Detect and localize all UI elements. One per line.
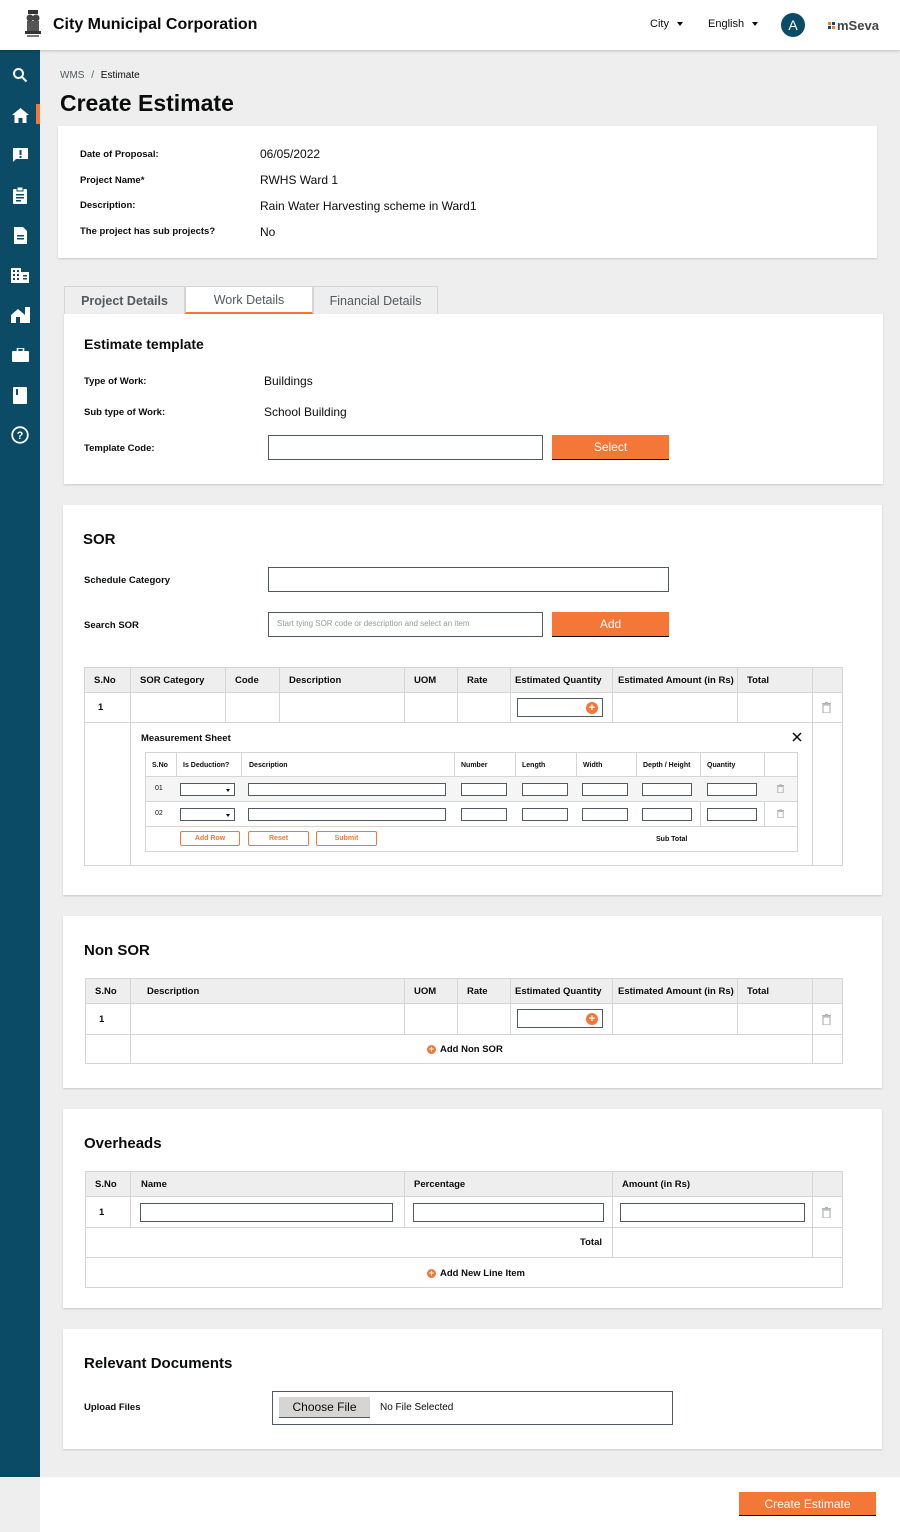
overheads-title: Overheads bbox=[84, 1135, 162, 1152]
mseva-dots-icon bbox=[828, 22, 835, 29]
app-title: City Municipal Corporation bbox=[53, 16, 258, 33]
quantity-input[interactable] bbox=[707, 808, 757, 821]
breadcrumb bbox=[60, 70, 140, 81]
sub-projects-value: No bbox=[260, 225, 276, 239]
no-file-selected-text: No File Selected bbox=[380, 1402, 454, 1413]
column-header: UOM bbox=[405, 668, 458, 693]
divider bbox=[737, 693, 738, 723]
column-header: Total bbox=[738, 979, 813, 1004]
relevant-documents-title: Relevant Documents bbox=[84, 1355, 233, 1372]
add-new-line-item-label: Add New Line Item bbox=[440, 1268, 525, 1279]
sor-card bbox=[63, 505, 882, 895]
total-label: Total bbox=[580, 1237, 602, 1248]
select-template-button[interactable]: Select bbox=[552, 435, 669, 460]
column-header: Estimated Quantity bbox=[511, 979, 613, 1004]
property-icon bbox=[11, 307, 30, 323]
divider bbox=[737, 1004, 738, 1034]
column-header: Depth / Height bbox=[643, 762, 691, 769]
search-icon bbox=[12, 67, 28, 83]
sidebar bbox=[0, 50, 40, 1477]
sidebar-item-home[interactable] bbox=[0, 105, 40, 125]
delete-row-icon[interactable] bbox=[822, 702, 831, 713]
project-name-value: RWHS Ward 1 bbox=[260, 173, 339, 187]
brand-name: mSeva bbox=[837, 18, 879, 33]
description-label: Description: bbox=[80, 200, 136, 211]
width-input[interactable] bbox=[582, 808, 628, 821]
sub-type-of-work-value: School Building bbox=[264, 405, 347, 419]
add-sor-button[interactable]: Add bbox=[552, 612, 669, 637]
measurement-sheet-title: Measurement Sheet bbox=[141, 733, 231, 744]
document-icon bbox=[14, 227, 27, 244]
divider bbox=[457, 1004, 458, 1034]
divider bbox=[146, 801, 797, 802]
column-header: Quantity bbox=[707, 762, 736, 769]
number-input[interactable] bbox=[461, 808, 507, 821]
description-value: Rain Water Harvesting scheme in Ward1 bbox=[260, 199, 477, 213]
column-header: S.No bbox=[86, 1172, 131, 1197]
overheads-table-header bbox=[86, 1172, 842, 1197]
column-header: Rate bbox=[458, 668, 511, 693]
add-measurement-icon[interactable]: + bbox=[586, 702, 598, 714]
column-header: Width bbox=[583, 762, 603, 769]
breadcrumb-root-link[interactable]: WMS bbox=[60, 70, 85, 81]
column-header: Rate bbox=[458, 979, 511, 1004]
column-header: Length bbox=[522, 762, 546, 769]
overheads-row-sno: 1 bbox=[99, 1207, 105, 1218]
sidebar-item-search[interactable] bbox=[0, 65, 40, 85]
length-input[interactable] bbox=[522, 783, 568, 796]
language-dropdown-label: English bbox=[708, 18, 745, 30]
column-header: S.No bbox=[85, 668, 131, 693]
column-header: Total bbox=[738, 668, 813, 693]
divider bbox=[457, 693, 458, 723]
proposal-summary-card bbox=[58, 126, 877, 258]
column-header: Is Deduction? bbox=[183, 762, 230, 769]
divider bbox=[812, 1172, 813, 1257]
column-header: Description bbox=[280, 668, 405, 693]
mseva-logo bbox=[828, 18, 879, 33]
upload-files-label: Upload Files bbox=[84, 1402, 141, 1413]
divider bbox=[812, 979, 813, 1063]
divider bbox=[404, 1197, 405, 1227]
submit-button[interactable]: Submit bbox=[316, 831, 377, 846]
divider bbox=[86, 1227, 842, 1228]
breadcrumb-separator: / bbox=[91, 70, 95, 81]
sidebar-item-property[interactable] bbox=[0, 305, 40, 325]
schedule-category-label: Schedule Category bbox=[84, 575, 171, 586]
sidebar-item-works[interactable] bbox=[0, 345, 40, 365]
divider bbox=[130, 1197, 131, 1227]
briefcase-icon bbox=[12, 348, 29, 362]
is-deduction-select[interactable] bbox=[180, 808, 235, 821]
add-non-sor-label: Add Non SOR bbox=[440, 1044, 503, 1055]
sidebar-item-ledger[interactable] bbox=[0, 385, 40, 405]
sidebar-item-documents[interactable] bbox=[0, 225, 40, 245]
add-measurement-icon[interactable]: + bbox=[586, 1013, 598, 1025]
column-header: Code bbox=[226, 668, 280, 693]
number-input[interactable] bbox=[461, 783, 507, 796]
page-title: Create Estimate bbox=[60, 90, 234, 116]
add-icon: + bbox=[428, 1044, 435, 1054]
sub-type-of-work-label: Sub type of Work: bbox=[84, 407, 166, 418]
column-header: Amount (in Rs) bbox=[613, 1172, 813, 1197]
city-dropdown-label: City bbox=[650, 18, 669, 30]
description-input[interactable] bbox=[248, 808, 446, 821]
delete-row-icon[interactable] bbox=[822, 1207, 831, 1218]
template-code-input[interactable] bbox=[268, 435, 543, 460]
overhead-amount-input[interactable] bbox=[620, 1203, 805, 1222]
sor-title: SOR bbox=[83, 531, 116, 548]
overhead-percentage-input[interactable] bbox=[413, 1203, 604, 1222]
divider bbox=[404, 1004, 405, 1034]
estimate-template-card bbox=[64, 314, 883, 484]
column-header: Description bbox=[249, 762, 288, 769]
column-header: Number bbox=[461, 762, 488, 769]
clipboard-icon bbox=[13, 187, 27, 204]
column-header: UOM bbox=[405, 979, 458, 1004]
state-emblem-icon bbox=[22, 8, 44, 40]
estimate-template-title: Estimate template bbox=[84, 336, 204, 352]
sub-projects-label: The project has sub projects? bbox=[80, 226, 216, 237]
divider bbox=[510, 1004, 511, 1034]
overheads-card bbox=[63, 1109, 882, 1308]
search-sor-input[interactable]: Start tying SOR code or description and select an item bbox=[268, 612, 543, 637]
non-sor-table-header bbox=[86, 979, 842, 1004]
language-dropdown[interactable] bbox=[708, 18, 758, 30]
quantity-input[interactable] bbox=[707, 783, 757, 796]
sor-table bbox=[84, 667, 843, 866]
depth-height-input[interactable] bbox=[642, 783, 692, 796]
divider bbox=[86, 1034, 842, 1035]
chevron-down-icon bbox=[752, 22, 758, 26]
breadcrumb-current: Estimate bbox=[100, 70, 140, 81]
description-input[interactable] bbox=[248, 783, 446, 796]
date-of-proposal-label: Date of Proposal: bbox=[80, 149, 159, 160]
close-icon[interactable] bbox=[792, 732, 802, 742]
width-input[interactable] bbox=[582, 783, 628, 796]
project-name-label: Project Name* bbox=[80, 175, 145, 186]
is-deduction-select[interactable] bbox=[180, 783, 235, 796]
overheads-table bbox=[85, 1171, 843, 1288]
depth-height-input[interactable] bbox=[642, 808, 692, 821]
type-of-work-value: Buildings bbox=[264, 374, 313, 388]
overhead-name-input[interactable] bbox=[140, 1203, 393, 1222]
avatar[interactable]: A bbox=[781, 13, 805, 37]
divider bbox=[404, 693, 405, 723]
sor-table-header bbox=[85, 668, 842, 693]
sub-total-label: Sub Total bbox=[656, 836, 688, 843]
delete-row-icon[interactable] bbox=[777, 784, 784, 793]
column-header: Estimated Quantity bbox=[511, 668, 613, 693]
non-sor-table bbox=[85, 978, 843, 1064]
add-row-button[interactable]: Add Row bbox=[180, 831, 240, 846]
delete-row-icon[interactable] bbox=[822, 1014, 831, 1025]
add-new-line-item-link[interactable] bbox=[427, 1268, 525, 1279]
sidebar-item-complaints[interactable] bbox=[0, 145, 40, 165]
divider bbox=[279, 693, 280, 723]
column-header: Estimated Amount (in Rs) bbox=[613, 979, 738, 1004]
column-header: S.No bbox=[86, 979, 131, 1004]
schedule-category-input[interactable] bbox=[268, 567, 669, 592]
chevron-down-icon bbox=[677, 22, 683, 26]
divider bbox=[86, 1257, 842, 1258]
divider bbox=[146, 826, 797, 827]
template-code-label: Template Code: bbox=[84, 443, 155, 454]
top-bar bbox=[0, 0, 900, 50]
measurement-row-sno: 02 bbox=[155, 810, 163, 817]
sidebar-item-buildings[interactable] bbox=[0, 265, 40, 285]
non-sor-card bbox=[63, 916, 882, 1088]
delete-row-icon[interactable] bbox=[777, 809, 784, 818]
choose-file-button[interactable]: Choose File bbox=[279, 1397, 370, 1418]
non-sor-title: Non SOR bbox=[84, 942, 150, 959]
estimated-quantity-input[interactable] bbox=[517, 698, 603, 717]
book-icon bbox=[13, 387, 27, 404]
file-upload-field[interactable] bbox=[272, 1391, 673, 1425]
column-header: Percentage bbox=[405, 1172, 613, 1197]
column-header: Estimated Amount (in Rs) bbox=[613, 668, 738, 693]
length-input[interactable] bbox=[522, 808, 568, 821]
type-of-work-label: Type of Work: bbox=[84, 376, 147, 387]
svg-text:?: ? bbox=[16, 430, 24, 442]
tab-project-details[interactable]: Project Details bbox=[64, 286, 185, 314]
measurement-sheet bbox=[130, 723, 813, 865]
tab-work-details[interactable]: Work Details bbox=[185, 286, 313, 314]
create-estimate-button[interactable]: Create Estimate bbox=[739, 1492, 876, 1516]
reset-button[interactable]: Reset bbox=[248, 831, 309, 846]
divider bbox=[510, 693, 511, 723]
home-icon bbox=[12, 108, 29, 123]
column-header: Description bbox=[131, 979, 405, 1004]
add-icon: + bbox=[428, 1268, 435, 1278]
search-sor-label: Search SOR bbox=[84, 620, 139, 631]
tab-financial-details[interactable]: Financial Details bbox=[313, 286, 438, 314]
city-dropdown[interactable] bbox=[650, 18, 683, 30]
sidebar-item-help[interactable] bbox=[0, 425, 40, 445]
complaint-icon bbox=[12, 147, 29, 163]
sidebar-item-tasks[interactable] bbox=[0, 185, 40, 205]
divider bbox=[225, 693, 226, 723]
column-header: S.No bbox=[152, 762, 168, 769]
measurement-row-sno: 01 bbox=[155, 785, 163, 792]
non-sor-row-sno: 1 bbox=[99, 1014, 105, 1025]
sor-row-sno: 1 bbox=[98, 702, 104, 713]
add-non-sor-link[interactable] bbox=[427, 1044, 503, 1055]
column-header: Name bbox=[131, 1172, 405, 1197]
estimated-quantity-input[interactable] bbox=[517, 1009, 603, 1028]
help-icon bbox=[11, 426, 29, 444]
date-of-proposal-value: 06/05/2022 bbox=[260, 147, 321, 161]
relevant-documents-card bbox=[63, 1329, 882, 1449]
divider bbox=[612, 1004, 613, 1034]
measurement-table bbox=[145, 752, 798, 852]
building-icon bbox=[11, 268, 29, 283]
column-header: SOR Category bbox=[131, 668, 226, 693]
divider bbox=[612, 693, 613, 723]
